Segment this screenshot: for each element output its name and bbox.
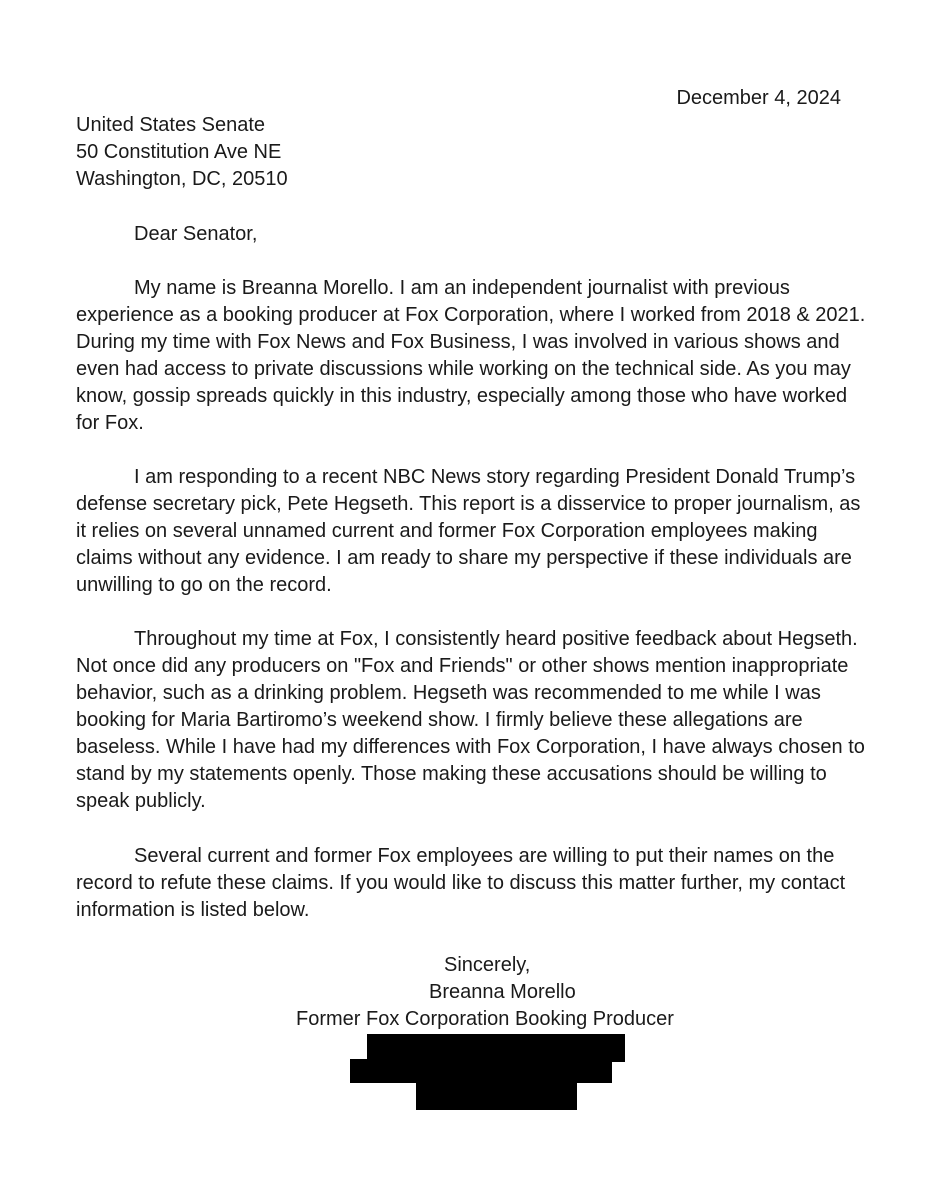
body-paragraph: I am responding to a recent NBC News story regarding President Donald Trump’s defense secretary pick, Pete Hegseth. This report is a disservice to proper journalism, as it relies on several unnamed current and former Fox Corporation employees making claims without any evidence. I am ready to share my perspective if these individuals are unwilling to go on the record.: [76, 466, 861, 596]
redaction-bar: [367, 1034, 625, 1062]
body-paragraph: Several current and former Fox employees are willing to put their names on the record to refute these claims. If you would like to discuss this matter further, my contact information is listed below.: [76, 845, 846, 921]
salutation: Dear Senator,: [134, 223, 258, 245]
body-paragraph: Throughout my time at Fox, I consistently heard positive feedback about Hegseth. Not once did any producers on "Fox and Friends" or other shows mention inappropriate behavior, such as a drinking problem. Hegseth was recommended to me while I was booking for Maria Bartiromo’s weekend show. I firmly believe these allegations are baseless. While I have had my differences with Fox Corporation, I have always chosen to stand by my statements openly. Those making these accusations should be willing to speak publicly.: [76, 628, 865, 812]
recipient-line: 50 Constitution Ave NE: [76, 141, 282, 163]
letter-date: December 4, 2024: [676, 87, 841, 109]
redaction-bar: [350, 1059, 612, 1083]
redaction-bar: [416, 1083, 577, 1110]
closing: Sincerely,: [444, 954, 531, 976]
recipient-line: Washington, DC, 20510: [76, 168, 288, 190]
recipient-address: [76, 112, 288, 193]
signer-name: Breanna Morello: [429, 981, 576, 1003]
body-paragraph: My name is Breanna Morello. I am an independent journalist with previous experience as a booking producer at Fox Corporation, where I worked from 2018 & 2021. During my time with Fox News and Fox Business, I was involved in various shows and even had access to private discussions while working on the technical side. As you may know, gossip spreads quickly in this industry, especially among those who have worked for Fox.: [76, 277, 866, 434]
recipient-line: United States Senate: [76, 114, 266, 136]
signer-title: Former Fox Corporation Booking Producer: [296, 1008, 674, 1030]
